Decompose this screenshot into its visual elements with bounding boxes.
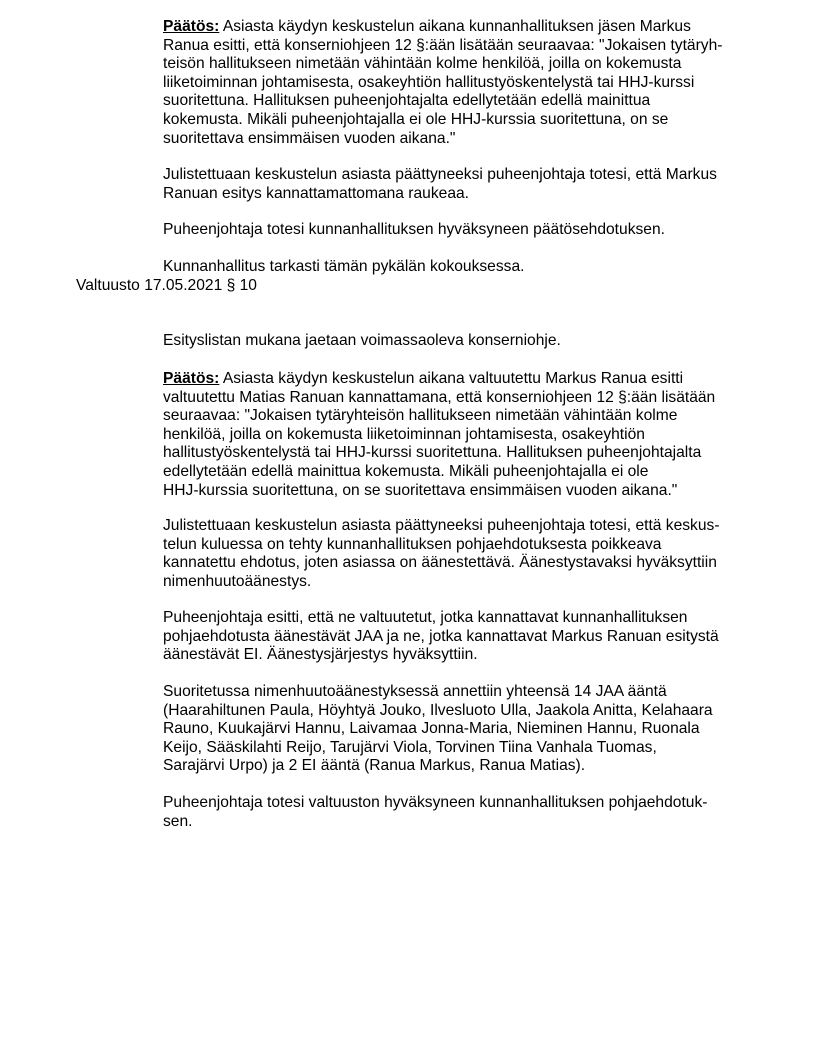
valtuusto-vote-method-paragraph: Julistettuaan keskustelun asiasta päättyneeksi puheenjohtaja totesi, että keskus- telun kuluessa on tehty kunnanhallituksen pohjaehdotuksesta poikkeava kannatettu ehdotus, joten asiassa on äänestettävä. Äänestystavaksi hyväksyttiin nimenhuutoäänestys. — [163, 517, 720, 590]
valtuusto-approval-paragraph: Puheenjohtaja totesi valtuuston hyväksyneen kunnanhallituksen pohjaehdotuk- sen. — [163, 794, 708, 830]
valtuusto-vote-result-paragraph: Suoritetussa nimenhuutoäänestyksessä annettiin yhteensä 14 JAA ääntä (Haarahiltunen Paula, Höyhtyä Jouko, Ilvesluoto Ulla, Jaakola Anitta, Kelahaara Rauno, Kuukajärvi Hannu, Laivamaa Jonna-Maria, Nieminen Hannu, Ruonala Keijo, Sääskilahti Reijo, Tarujärvi Viola, Torvinen Tiina Vanhala Tuomas, Sarajärvi Urpo) ja 2 EI ääntä (Ranua Markus, Ranua Matias). — [163, 683, 713, 775]
decision-label: Päätös: — [163, 18, 220, 35]
kh-approval-paragraph: Puheenjohtaja totesi kunnanhallituksen hyväksyneen päätösehdotuksen. — [163, 221, 665, 238]
kh-vote-conclusion-paragraph: Julistettuaan keskustelun asiasta päättyneeksi puheenjohtaja totesi, että Markus Ranuan esitys kannattamattomana raukeaa. — [163, 166, 717, 202]
valtuusto-section-heading: Valtuusto 17.05.2021 § 10 — [76, 277, 257, 294]
kh-decision-paragraph: Päätös: Asiasta käydyn keskustelun aikana kunnanhallituksen jäsen Markus Ranua esitti, että konserniohjeen 12 §:ään lisätään seuraavaa: "Jokaisen tytäryh- teisön hallitukseen nimetään vähintään kolme henkilöä, joilla on kokemusta liiketoiminnan johtamisesta, osakeyhtiön hallitustyöskentelystä tai HHJ-kurssi suoritettuna. Hallituksen puheenjohtajalta edellytetään edellä mainittua kokemusta. Mikäli puheenjohtajalla ei ole HHJ-kurssia suoritettuna, on se suoritettava ensimmäisen vuoden aikana." — [163, 18, 723, 147]
valtuusto-vote-order-paragraph: Puheenjohtaja esitti, että ne valtuutetut, jotka kannattavat kunnanhallituksen pohjaehdotusta äänestävät JAA ja ne, jotka kannattavat Markus Ranuan esitystä äänestävät EI. Äänestysjärjestys hyväksyttiin. — [163, 609, 719, 664]
kh-review-paragraph: Kunnanhallitus tarkasti tämän pykälän kokouksessa. — [163, 258, 525, 275]
valtuusto-decision-paragraph: Päätös: Asiasta käydyn keskustelun aikana valtuutettu Markus Ranua esitti valtuutettu Matias Ranuan kannattamana, että konserniohjeen 12 §:ään lisätään seuraavaa: "Jokaisen tytäryhteisön hallitukseen nimetään vähintään kolme henkilöä, joilla on kokemusta liiketoiminnan johtamisesta, osakeyhtiön hallitustyöskentelystä tai HHJ-kurssi suoritettuna. Hallituksen puheenjohtajalta edellytetään edellä mainittua kokemusta. Mikäli puheenjohtajalla ei ole HHJ-kurssia suoritettuna, on se suoritettava ensimmäisen vuoden aikana." — [163, 370, 716, 499]
decision-label: Päätös: — [163, 370, 220, 387]
valtuusto-intro-paragraph: Esityslistan mukana jaetaan voimassaoleva konserniohje. — [163, 332, 561, 349]
